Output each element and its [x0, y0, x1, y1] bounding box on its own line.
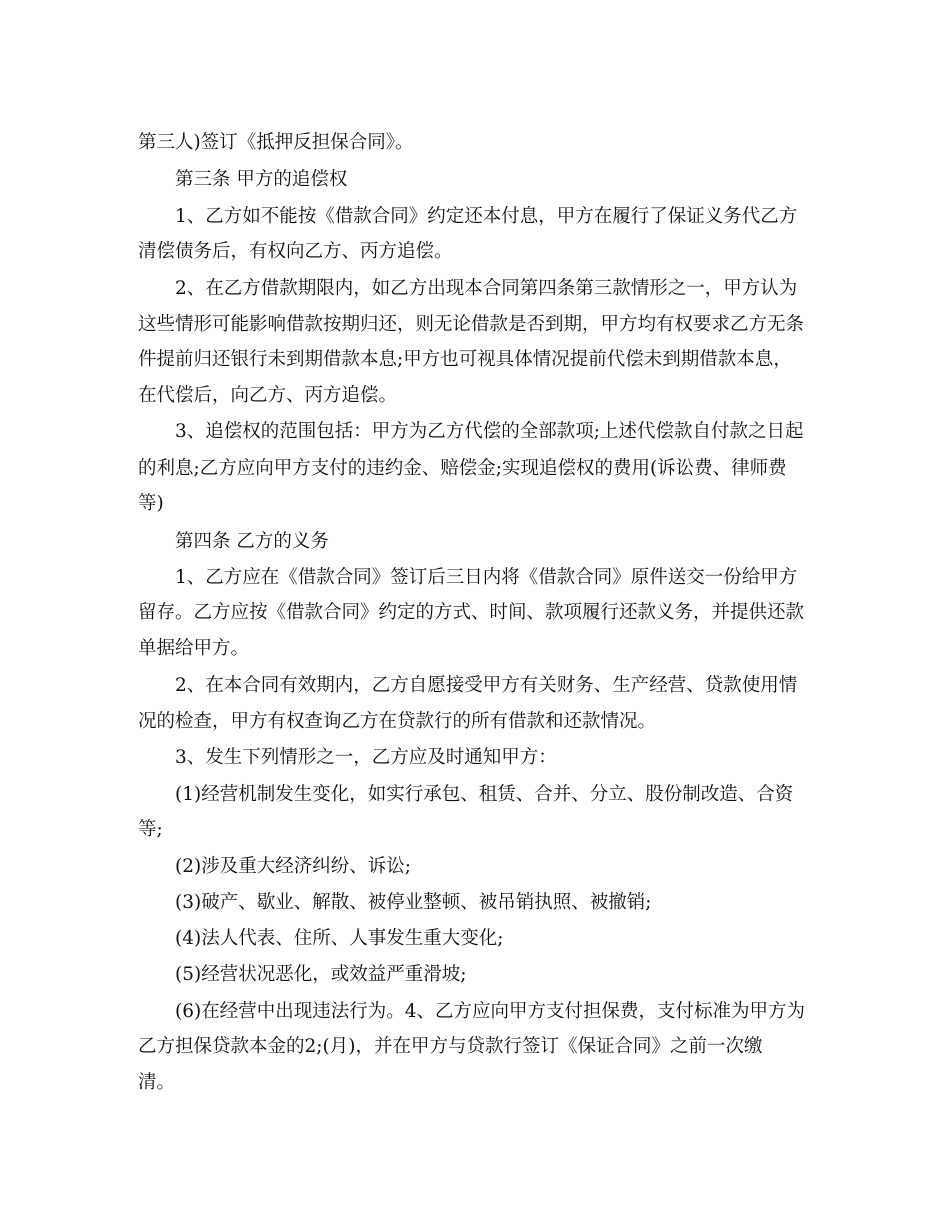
list-item: (5)经营状况恶化，或效益严重滑坡; — [175, 964, 467, 985]
list-item: (1)经营机制发生变化，如实行承包、租赁、合并、分立、股份制改造、合资 — [175, 784, 794, 805]
text-line: 在代偿后，向乙方、丙方追偿。 — [138, 385, 398, 406]
section-heading: 第三条 甲方的追偿权 — [175, 169, 348, 190]
text-line: 2、在乙方借款期限内，如乙方出现本合同第四条第三款情形之一，甲方认为 — [175, 278, 798, 299]
text-line: 件提前归还银行未到期借款本息;甲方也可视具体情况提前代偿未到期借款本息， — [138, 349, 792, 370]
text-line: 3、追偿权的范围包括：甲方为乙方代偿的全部款项;上述代偿款自付款之日起 — [175, 421, 804, 442]
list-item: (4)法人代表、住所、人事发生重大变化; — [175, 928, 504, 949]
text-line: 第三人)签订《抵押反担保合同》。 — [138, 132, 414, 153]
text-line: 乙方担保贷款本金的2;(月)，并在甲方与贷款行签订《保证合同》之前一次缴 — [138, 1036, 763, 1057]
text-line: 1、乙方如不能按《借款合同》约定还本付息，甲方在履行了保证义务代乙方 — [175, 206, 798, 227]
text-line: 留存。乙方应按《借款合同》约定的方式、时间、款项履行还款义务，并提供还款 — [138, 602, 805, 623]
section-heading: 第四条 乙方的义务 — [175, 531, 329, 552]
text-line: 1、乙方应在《借款合同》签订后三日内将《借款合同》原件送交一份给甲方 — [175, 567, 798, 588]
list-item: (2)涉及重大经济纠纷、诉讼; — [175, 856, 411, 877]
text-line: 单据给甲方。 — [138, 638, 250, 659]
text-line: 清。 — [138, 1072, 176, 1093]
text-line: 清偿债务后，有权向乙方、丙方追偿。 — [138, 241, 453, 262]
text-line: 的利息;乙方应向甲方支付的违约金、赔偿金;实现追偿权的费用(诉讼费、律师费 — [138, 458, 787, 479]
text-line: 这些情形可能影响借款按期归还，则无论借款是否到期，甲方均有权要求乙方无条 — [138, 314, 805, 335]
text-line: 3、发生下列情形之一，乙方应及时通知甲方： — [175, 747, 557, 768]
list-item: (3)破产、歇业、解散、被停业整顿、被吊销执照、被撤销; — [175, 892, 652, 913]
text-line: 况的检查，甲方有权查询乙方在贷款行的所有借款和还款情况。 — [138, 711, 657, 732]
list-item: (6)在经营中出现违法行为。4、乙方应向甲方支付担保费，支付标准为甲方为 — [175, 1001, 805, 1022]
text-line: 等; — [138, 819, 163, 840]
text-line: 等) — [138, 493, 164, 514]
text-line: 2、在本合同有效期内，乙方自愿接受甲方有关财务、生产经营、贷款使用情 — [175, 675, 798, 696]
